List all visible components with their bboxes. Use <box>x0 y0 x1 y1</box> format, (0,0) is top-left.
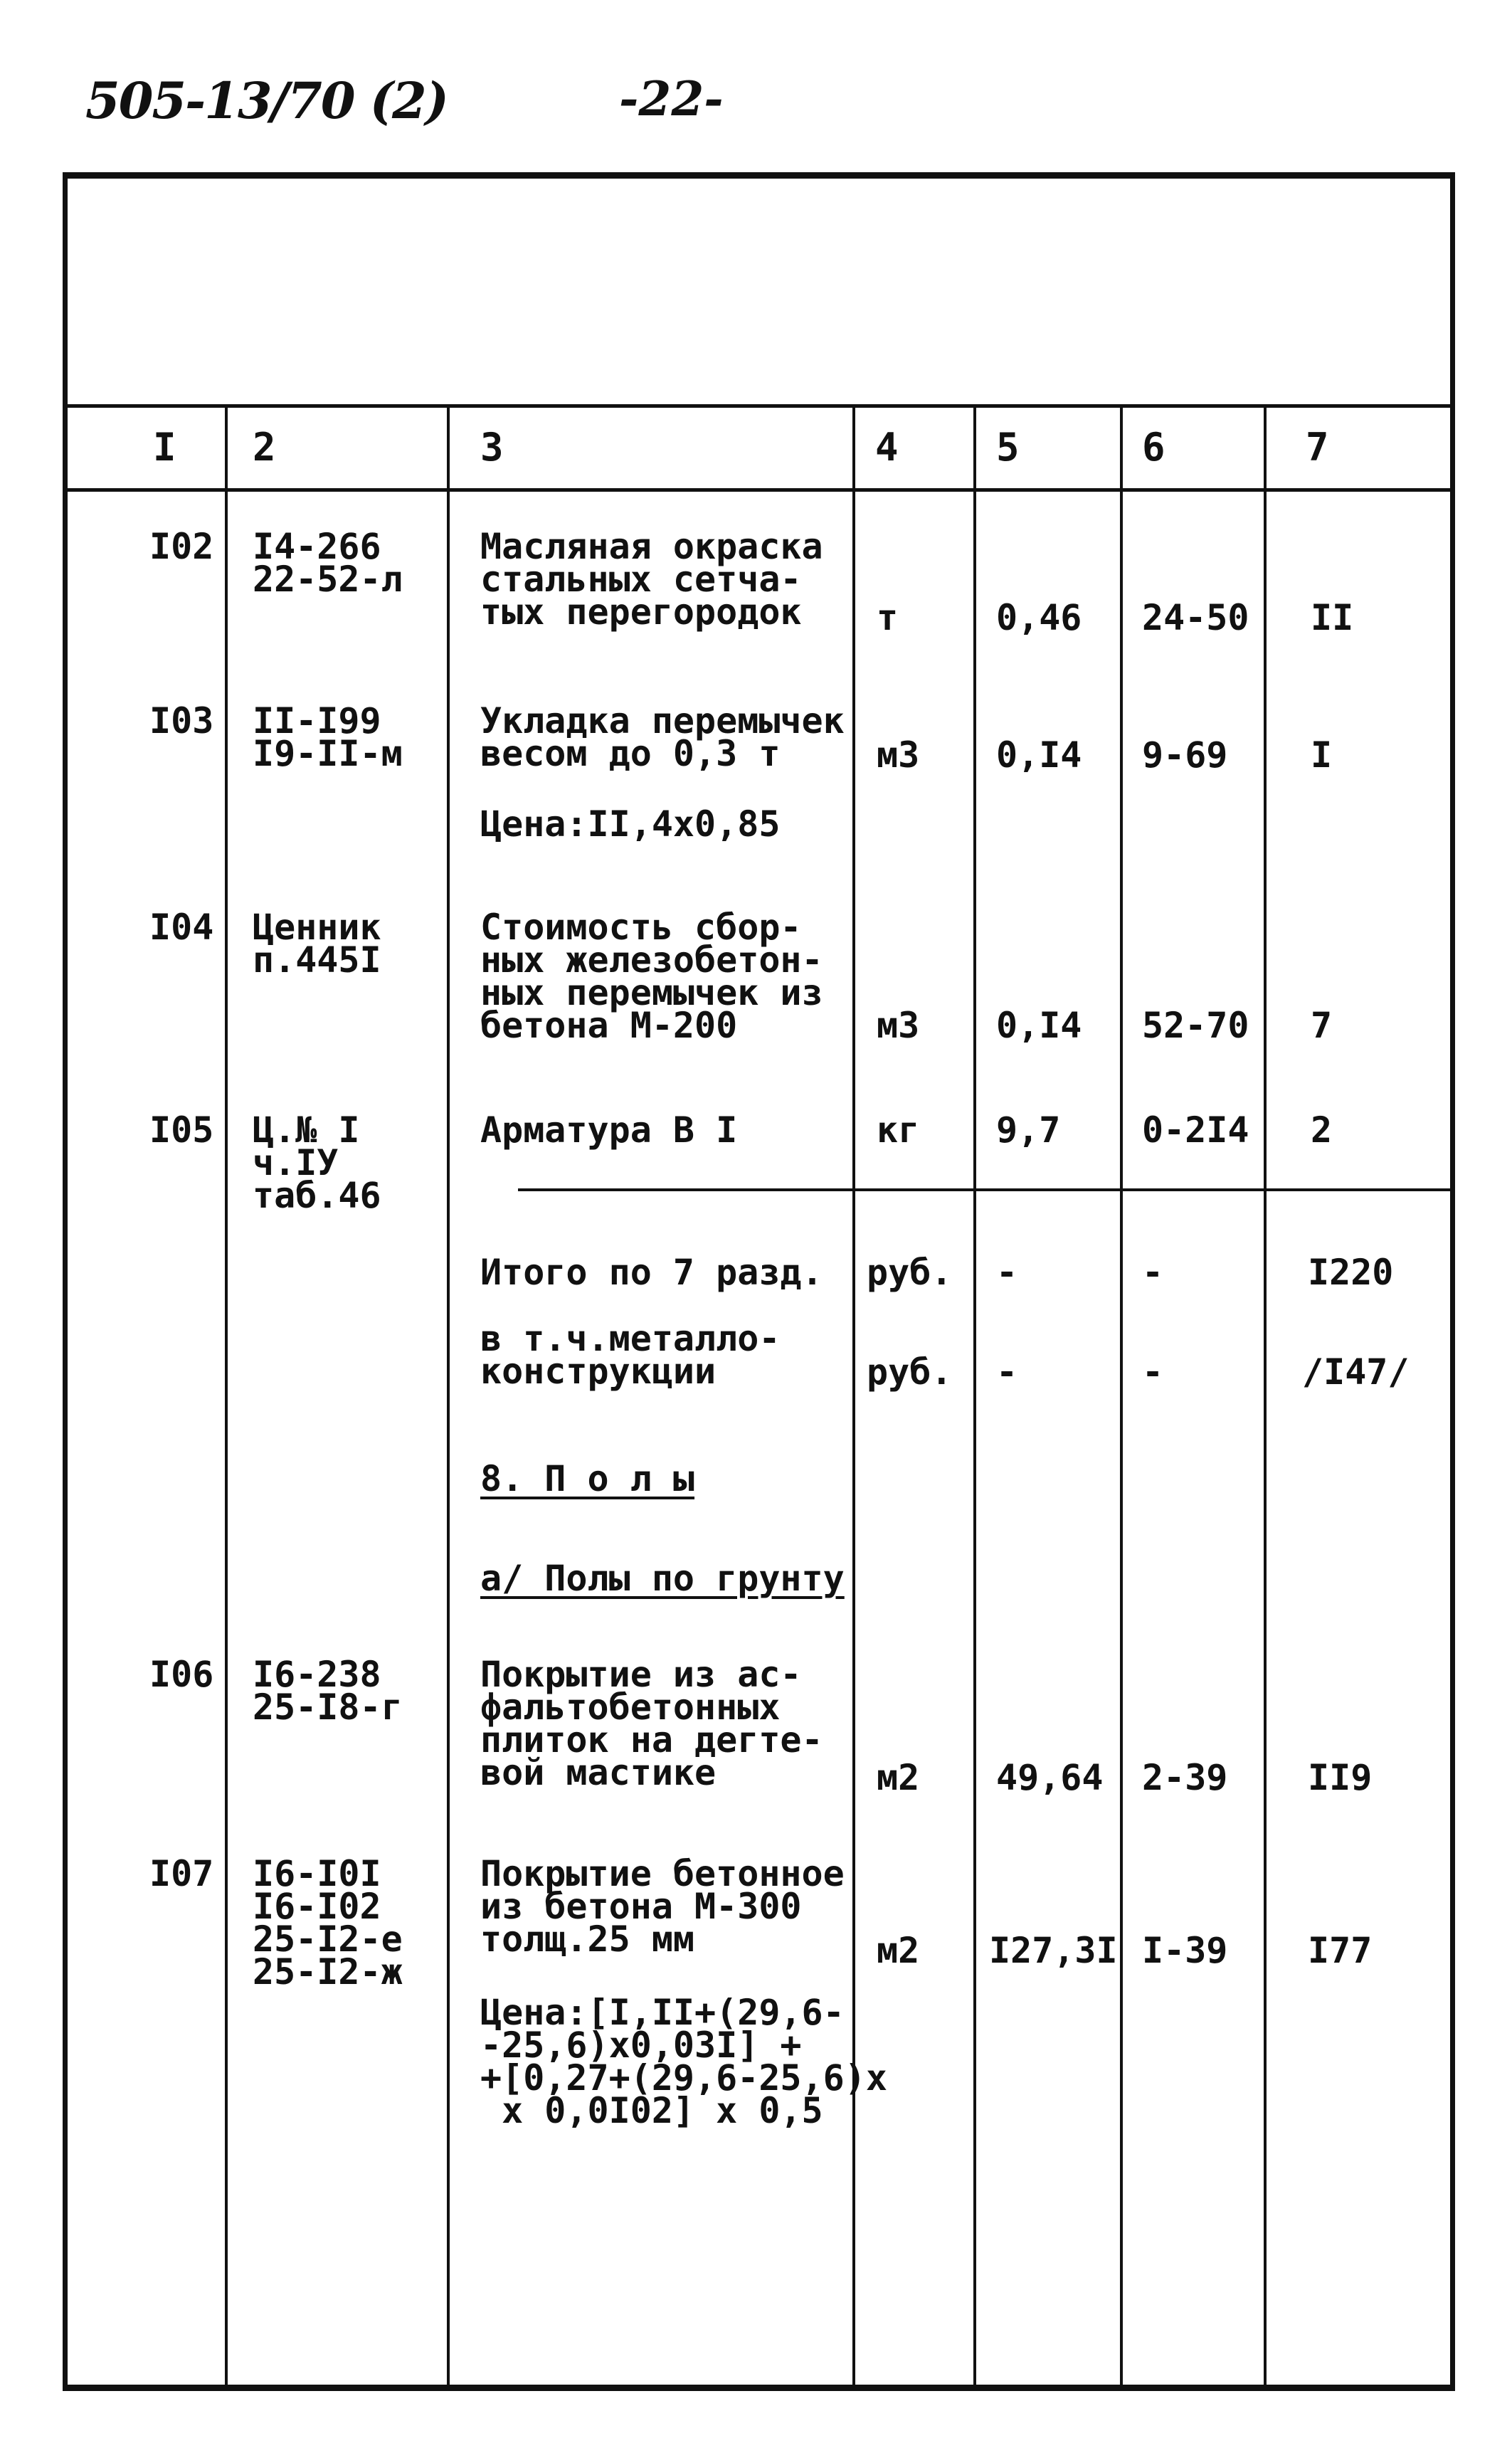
row-number: I05 <box>149 1109 214 1151</box>
row-number: I04 <box>149 907 214 948</box>
subtotal-label: Итого по 7 разд. <box>480 1252 823 1293</box>
row-price: 9-69 <box>1142 734 1228 776</box>
col-divider-5 <box>1120 407 1123 2391</box>
col-divider-4 <box>973 407 976 2391</box>
row-number: I02 <box>149 526 214 567</box>
row-code: II-I99 I9-II-м <box>253 700 403 774</box>
col-header-4: 4 <box>875 425 899 470</box>
row-price: 52-70 <box>1142 1005 1249 1046</box>
col-header-5: 5 <box>996 425 1020 470</box>
row-price: 2-39 <box>1142 1757 1228 1798</box>
row-unit: м2 <box>877 1930 920 1971</box>
row-unit: м3 <box>877 1005 920 1046</box>
row-total: I <box>1311 734 1333 776</box>
row-total: 2 <box>1311 1109 1333 1151</box>
row-code: I6-238 25-I8-г <box>253 1654 403 1728</box>
row-description: Покрытие из ас- фальтобетонных плиток на дегте- вой мастике <box>480 1654 823 1793</box>
row-quantity: 9,7 <box>996 1109 1061 1151</box>
header-bottom-rule <box>63 488 1455 492</box>
row-price: 0-2I4 <box>1142 1109 1249 1151</box>
row-code: Ц.№ I ч.IУ таб.46 <box>253 1109 381 1216</box>
page-number: -22- <box>619 71 724 127</box>
row-quantity: 0,I4 <box>996 1005 1082 1046</box>
row-price-note: Цена:[I,II+(29,6- -25,6)х0,03I] + +[0,27+(29,6-25,6)х х 0,0I02] х 0,5 <box>480 1992 887 2131</box>
metal-label: в т.ч.металло- конструкции <box>480 1318 781 1392</box>
subtotal-quantity: - <box>996 1252 1018 1293</box>
section-heading: 8. П о л ы <box>480 1458 695 1499</box>
row-quantity: 0,I4 <box>996 734 1082 776</box>
row-code: Ценник п.445I <box>253 907 381 981</box>
col-header-1: I <box>153 425 176 470</box>
row-unit: кг <box>877 1109 920 1151</box>
row-price: 24-50 <box>1142 597 1249 638</box>
row-code: I6-I0I I6-I02 25-I2-е 25-I2-ж <box>253 1853 403 1993</box>
subsection-heading: а/ Полы по грунту <box>480 1558 845 1599</box>
row-description: Укладка перемычек весом до 0,3 т <box>480 700 845 774</box>
row-unit: т <box>877 597 899 638</box>
row-total: 7 <box>1311 1005 1333 1046</box>
row-unit: м2 <box>877 1757 920 1798</box>
row-code: I4-266 22-52-л <box>253 526 403 600</box>
col-header-7: 7 <box>1306 425 1329 470</box>
col-divider-1 <box>225 407 228 2391</box>
row-total: II <box>1311 597 1354 638</box>
metal-total: /I47/ <box>1302 1351 1410 1393</box>
col-header-6: 6 <box>1142 425 1165 470</box>
subtotal-price: - <box>1142 1252 1164 1293</box>
row-quantity: 0,46 <box>996 597 1082 638</box>
col-divider-2 <box>447 407 450 2391</box>
row-description: Арматура В I <box>480 1109 738 1151</box>
row-description: Стоимость сбор- ных железобетон- ных перемычек из бетона М-200 <box>480 907 823 1046</box>
row-number: I07 <box>149 1853 214 1894</box>
row-unit: м3 <box>877 734 920 776</box>
row-price-note: Цена:II,4х0,85 <box>480 803 781 845</box>
col-divider-6 <box>1264 407 1267 2391</box>
metal-unit: руб. <box>867 1351 953 1393</box>
document-code: 505-13/70 (2) <box>85 71 448 130</box>
row-price: I-39 <box>1142 1930 1228 1971</box>
header-top-rule <box>63 404 1455 408</box>
row-description: Покрытие бетонное из бетона М-300 толщ.25 мм <box>480 1853 845 1960</box>
subtotal-unit: руб. <box>867 1252 953 1293</box>
row-total: I77 <box>1308 1930 1373 1971</box>
row-total: II9 <box>1308 1757 1373 1798</box>
row-quantity: 49,64 <box>996 1757 1104 1798</box>
row-number: I03 <box>149 700 214 742</box>
metal-price: - <box>1142 1351 1164 1393</box>
row-quantity: I27,3I <box>989 1930 1118 1971</box>
col-header-3: 3 <box>480 425 504 470</box>
col-header-2: 2 <box>253 425 276 470</box>
subtotal-total: I220 <box>1308 1252 1394 1293</box>
metal-quantity: - <box>996 1351 1018 1393</box>
row-number: I06 <box>149 1654 214 1695</box>
row-description: Масляная окраска стальных сетча- тых перегородок <box>480 526 823 633</box>
subtotal-rule <box>518 1188 1455 1191</box>
